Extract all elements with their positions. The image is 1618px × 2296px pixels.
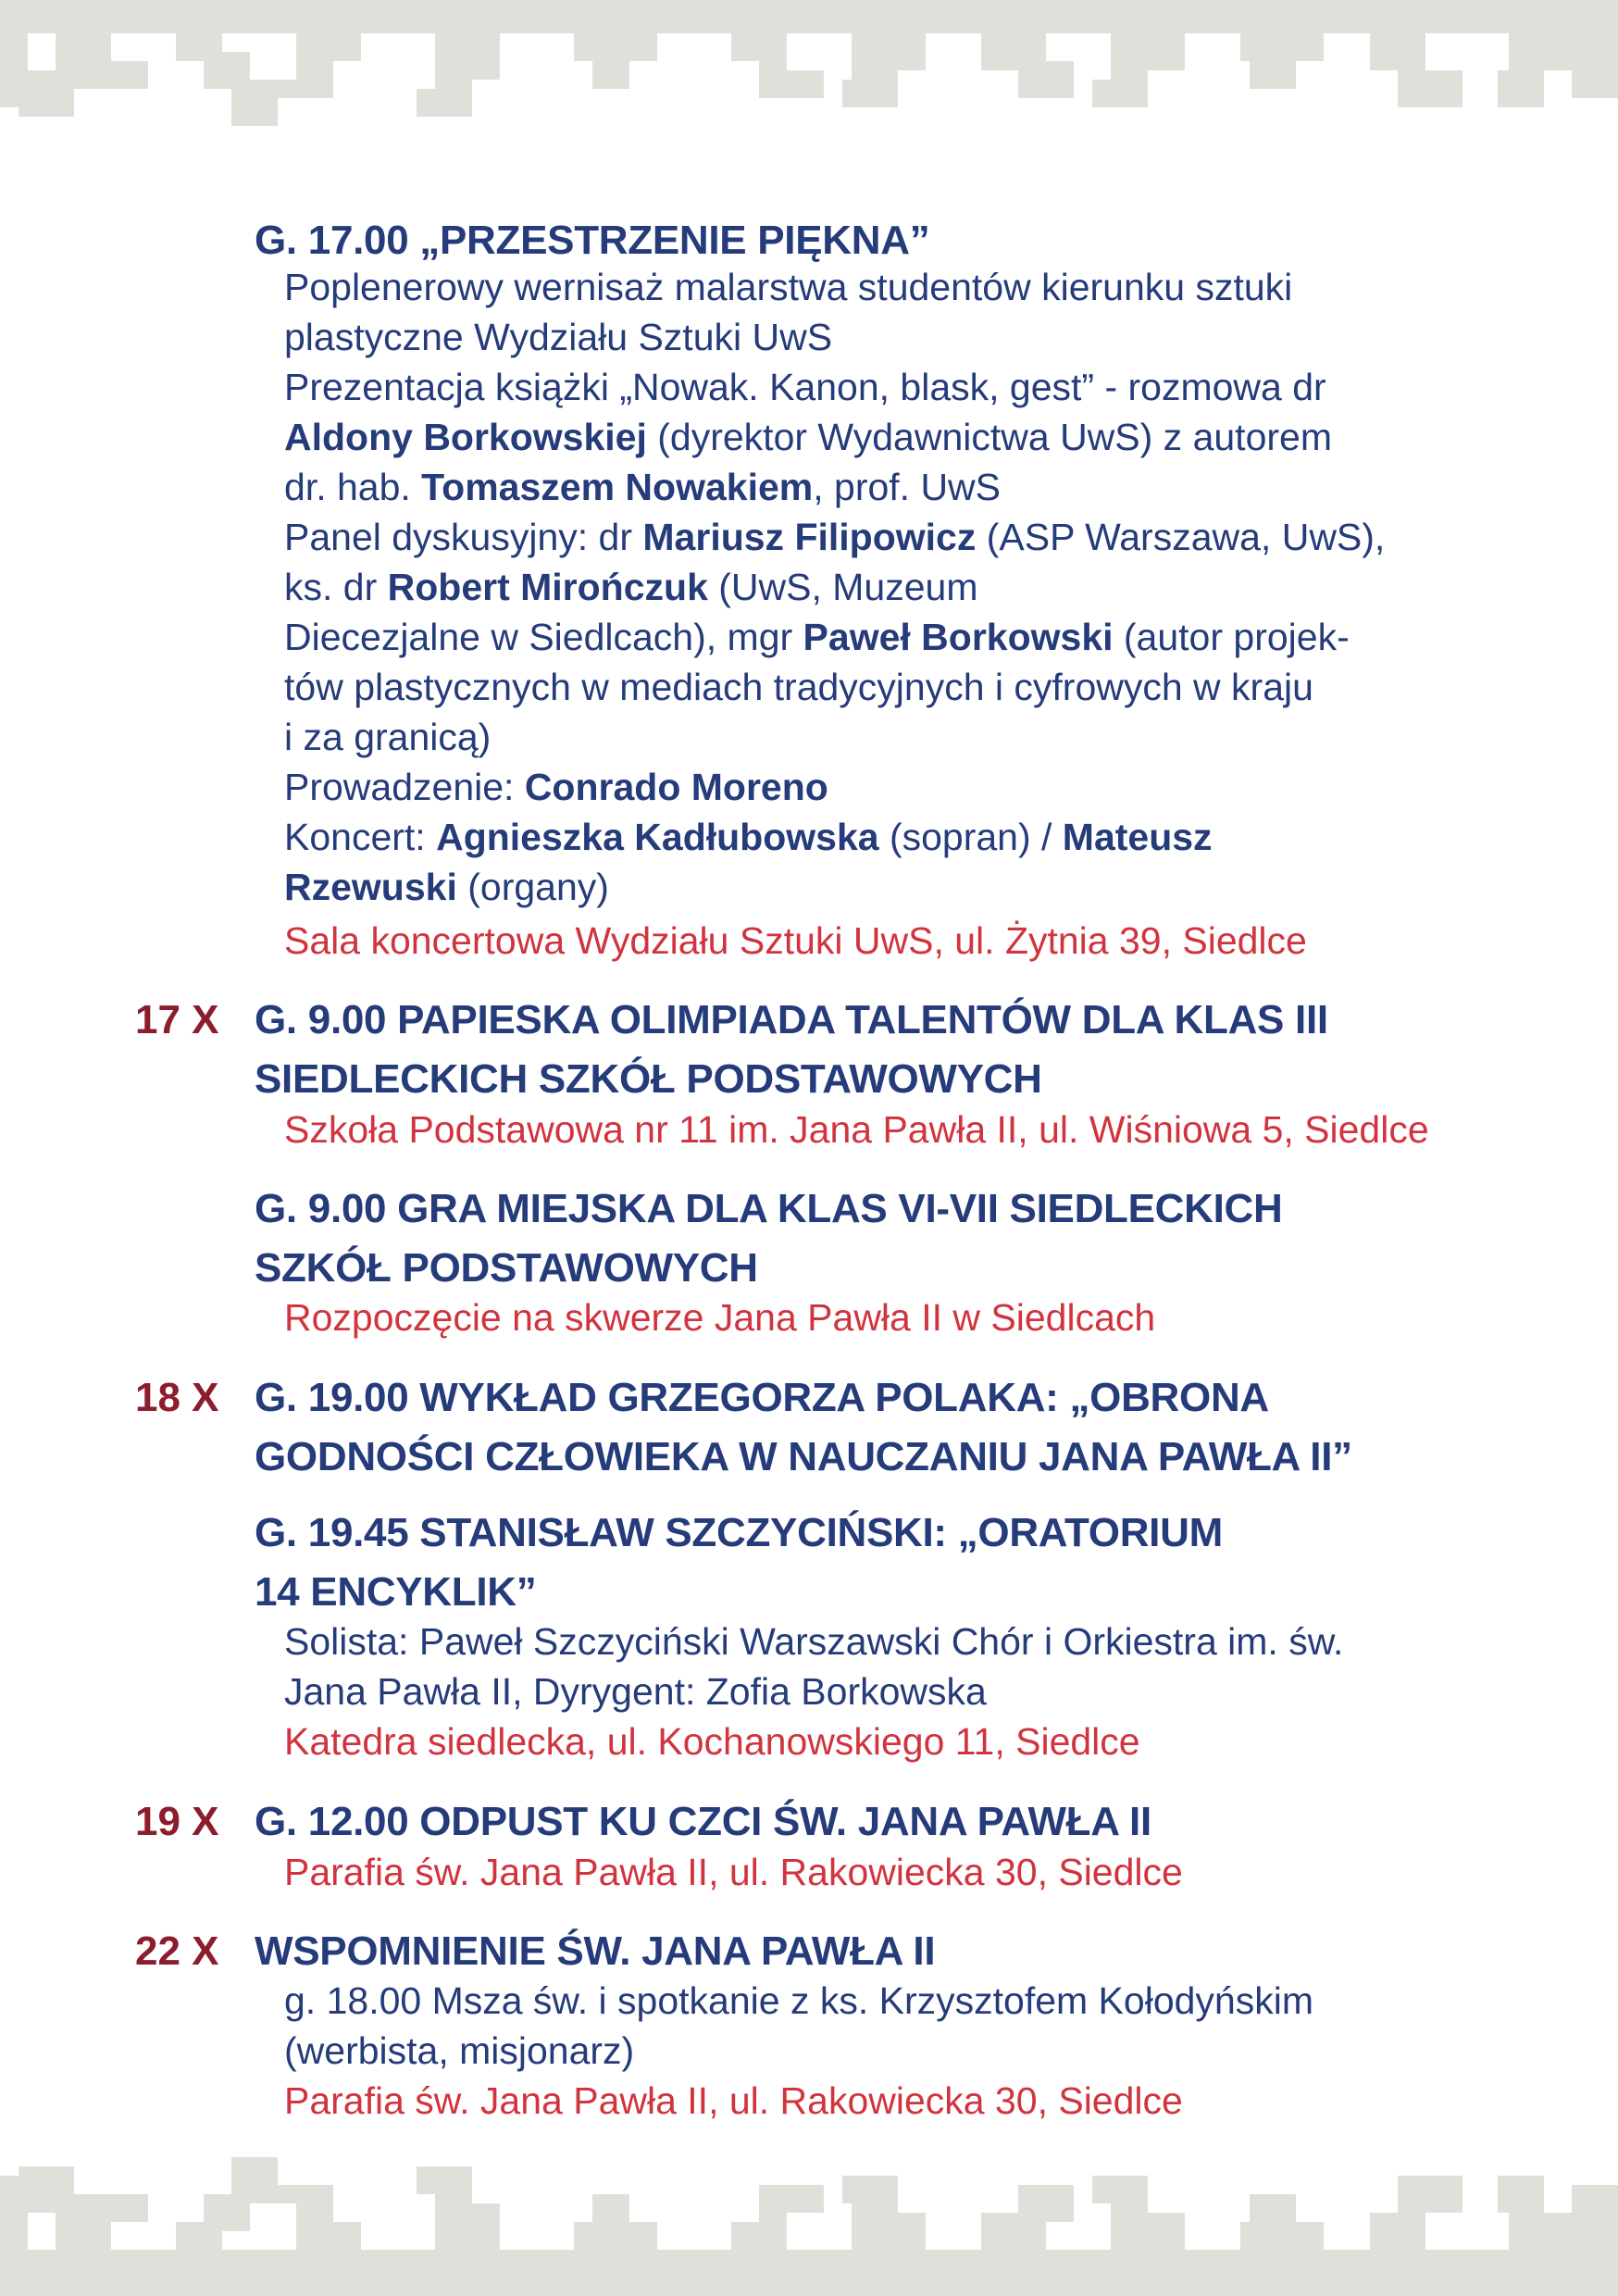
text-span: ks. dr — [284, 566, 388, 608]
text-span: (dyrektor Wydawnictwa UwS) z autorem — [646, 416, 1332, 458]
event-venue: Szkoła Podstawowa nr 11 im. Jana Pawła II, ul. Wiśniowa 5, Siedlce — [284, 1108, 1429, 1151]
event-title-line: SIEDLECKICH SZKÓŁ PODSTAWOWYCH — [255, 1056, 1042, 1102]
event-title-line: GODNOŚCI CZŁOWIEKA W NAUCZANIU JANA PAWŁA II” — [255, 1434, 1352, 1479]
person-name: Agnieszka Kadłubowska — [436, 816, 879, 858]
person-name: Mariusz Filipowicz — [642, 516, 977, 558]
description-line: (werbista, misjonarz) — [284, 2029, 635, 2072]
event-description — [284, 1976, 1515, 2076]
text-span: Diecezjalne w Siedlcach), mgr — [284, 616, 803, 658]
event-title-line: 14 ENCYKLIK” — [255, 1569, 537, 1615]
description-line — [284, 512, 1515, 562]
event-venue: Parafia św. Jana Pawła II, ul. Rakowiecka 30, Siedlce — [284, 2079, 1183, 2122]
person-name: Rzewuski — [284, 866, 457, 908]
person-name: Aldony Borkowskiej — [284, 416, 647, 458]
text-span: (UwS, Muzeum — [707, 566, 978, 608]
description-line — [284, 412, 1515, 462]
text-span: Panel dyskusyjny: dr — [284, 516, 643, 558]
description-line — [284, 462, 1515, 512]
description-line — [284, 612, 1515, 662]
description-line: plastyczne Wydziału Sztuki UwS — [284, 316, 833, 358]
text-span: Prowadzenie: — [284, 766, 525, 808]
person-name: Paweł Borkowski — [803, 616, 1114, 658]
event-title: G. 12.00 ODPUST KU CZCI ŚW. JANA PAWŁA II — [255, 1799, 1151, 1844]
description-line: i za granicą) — [284, 716, 492, 758]
text-span: (sopran) / — [878, 816, 1063, 858]
text-span: , prof. UwS — [813, 466, 1002, 508]
description-line — [284, 862, 1515, 912]
person-name: Mateusz — [1062, 816, 1213, 858]
text-span: (organy) — [456, 866, 609, 908]
event-date: 19 X — [135, 1799, 219, 1844]
event-title-line: G. 9.00 GRA MIEJSKA DLA KLAS VI-VII SIEDLECKICH — [255, 1186, 1283, 1231]
event-description — [284, 1616, 1515, 1716]
description-line: g. 18.00 Msza św. i spotkanie z ks. Krzysztofem Kołodyńskim — [284, 1979, 1313, 2022]
person-name: Robert Mirończuk — [387, 566, 708, 608]
event-title-line: G. 19.45 STANISŁAW SZCZYCIŃSKI: „ORATORIUM — [255, 1510, 1223, 1555]
description-line: tów plastycznych w mediach tradycyjnych i cyfrowych w kraju — [284, 666, 1313, 708]
description-line — [284, 762, 1515, 812]
event-date: 18 X — [135, 1375, 219, 1420]
text-span: (ASP Warszawa, UwS), — [976, 516, 1386, 558]
event-title-line: G. 19.00 WYKŁAD GRZEGORZA POLAKA: „OBRONA — [255, 1375, 1269, 1420]
event-description — [284, 262, 1515, 912]
event-venue: Parafia św. Jana Pawła II, ul. Rakowiecka 30, Siedlce — [284, 1851, 1183, 1893]
text-span: (autor projek- — [1113, 616, 1350, 658]
description-line: Jana Pawła II, Dyrygent: Zofia Borkowska — [284, 1670, 987, 1713]
event-date: 17 X — [135, 997, 219, 1042]
event-venue: Sala koncertowa Wydziału Sztuki UwS, ul. Żytnia 39, Siedlce — [284, 919, 1307, 962]
description-line: Poplenerowy wernisaż malarstwa studentów kierunku sztuki — [284, 266, 1293, 308]
person-name: Conrado Moreno — [524, 766, 828, 808]
event-title-line: G. 9.00 PAPIESKA OLIMPIADA TALENTÓW DLA KLAS III — [255, 997, 1328, 1042]
person-name: Tomaszem Nowakiem — [421, 466, 814, 508]
event-title: G. 17.00 „PRZESTRZENIE PIĘKNA” — [255, 218, 930, 263]
event-venue: Rozpoczęcie na skwerze Jana Pawła II w Siedlcach — [284, 1296, 1156, 1339]
event-date: 22 X — [135, 1928, 219, 1974]
description-line — [284, 562, 1515, 612]
event-title: WSPOMNIENIE ŚW. JANA PAWŁA II — [255, 1928, 936, 1974]
text-span: dr. hab. — [284, 466, 422, 508]
text-span: Koncert: — [284, 816, 437, 858]
description-line: Prezentacja książki „Nowak. Kanon, blask, gest” - rozmowa dr — [284, 366, 1326, 408]
event-venue: Katedra siedlecka, ul. Kochanowskiego 11, Siedlce — [284, 1720, 1140, 1763]
description-line — [284, 812, 1515, 862]
description-line: Solista: Paweł Szczyciński Warszawski Chór i Orkiestra im. św. — [284, 1620, 1344, 1663]
event-title-line: SZKÓŁ PODSTAWOWYCH — [255, 1245, 758, 1291]
